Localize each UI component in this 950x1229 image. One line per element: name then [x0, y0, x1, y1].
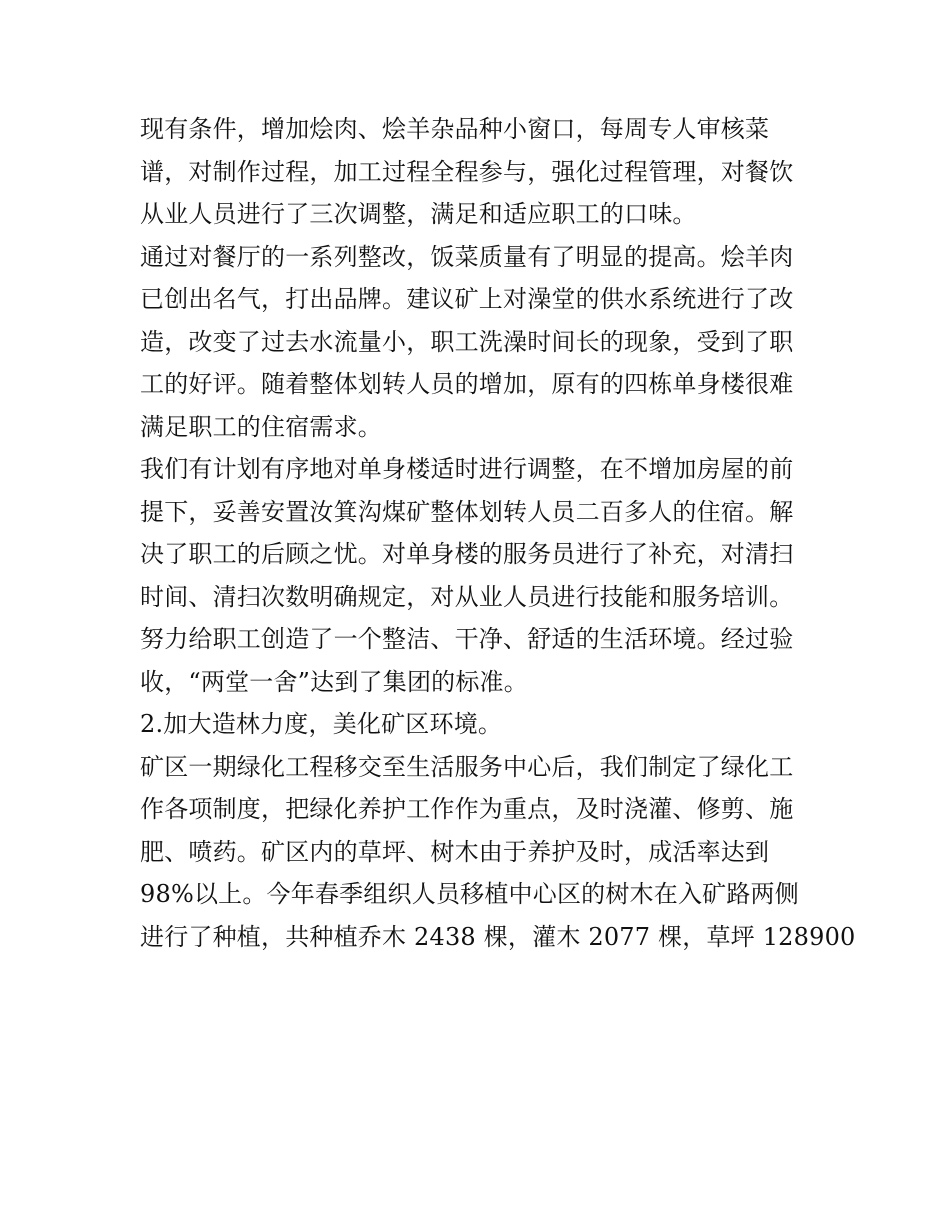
text-line: 谱，对制作过程，加工过程全程参与，强化过程管理，对餐饮: [140, 157, 794, 186]
text-line: 已创出名气，打出品牌。建议矿上对澡堂的供水系统进行了改: [140, 285, 794, 313]
text-line: 时间、清扫次数明确规定，对从业人员进行技能和服务培训。: [140, 582, 794, 611]
text-line: 提下，妥善安置汝箕沟煤矿整体划转人员二百多人的住宿。解: [140, 497, 794, 526]
text-line: 从业人员进行了三次调整，满足和适应职工的口味。: [140, 200, 697, 228]
section-heading: 2.加大造林力度，美化矿区环境。: [140, 710, 503, 738]
document-body: [140, 108, 856, 958]
text-line: 矿区一期绿化工程移交至生活服务中心后，我们制定了绿化工: [140, 752, 794, 781]
text-line: 现有条件，增加烩肉、烩羊杂品种小窗口，每周专人审核菜: [140, 115, 770, 143]
text-line: 我们有计划有序地对单身楼适时进行调整，在不增加房屋的前: [140, 455, 794, 483]
text-line: 努力给职工创造了一个整洁、干净、舒适的生活环境。经过验: [140, 625, 794, 653]
text-line: 决了职工的后顾之忧。对单身楼的服务员进行了补充，对清扫: [140, 540, 794, 568]
text-line: 进行了种植，共种植乔木 2438 棵，灌木 2077 棵，草坪 128900: [140, 922, 856, 951]
text-line: 工的好评。随着整体划转人员的增加，原有的四栋单身楼很难: [140, 370, 794, 398]
text-line: 通过对餐厅的一系列整改，饭菜质量有了明显的提高。烩羊肉: [140, 242, 794, 271]
text-line: 肥、喷药。矿区内的草坪、树木由于养护及时，成活率达到: [140, 837, 770, 866]
text-line: 满足职工的住宿需求。: [140, 412, 382, 441]
text-line: 收，“两堂一舍”达到了集团的标准。: [140, 667, 528, 696]
text-line: 造，改变了过去水流量小，职工洗澡时间长的现象，受到了职: [140, 327, 794, 356]
text-line: 作各项制度，把绿化养护工作作为重点，及时浇灌、修剪、施: [140, 795, 794, 823]
text-line: 98%以上。今年春季组织人员移植中心区的树木在入矿路两侧: [140, 880, 799, 908]
